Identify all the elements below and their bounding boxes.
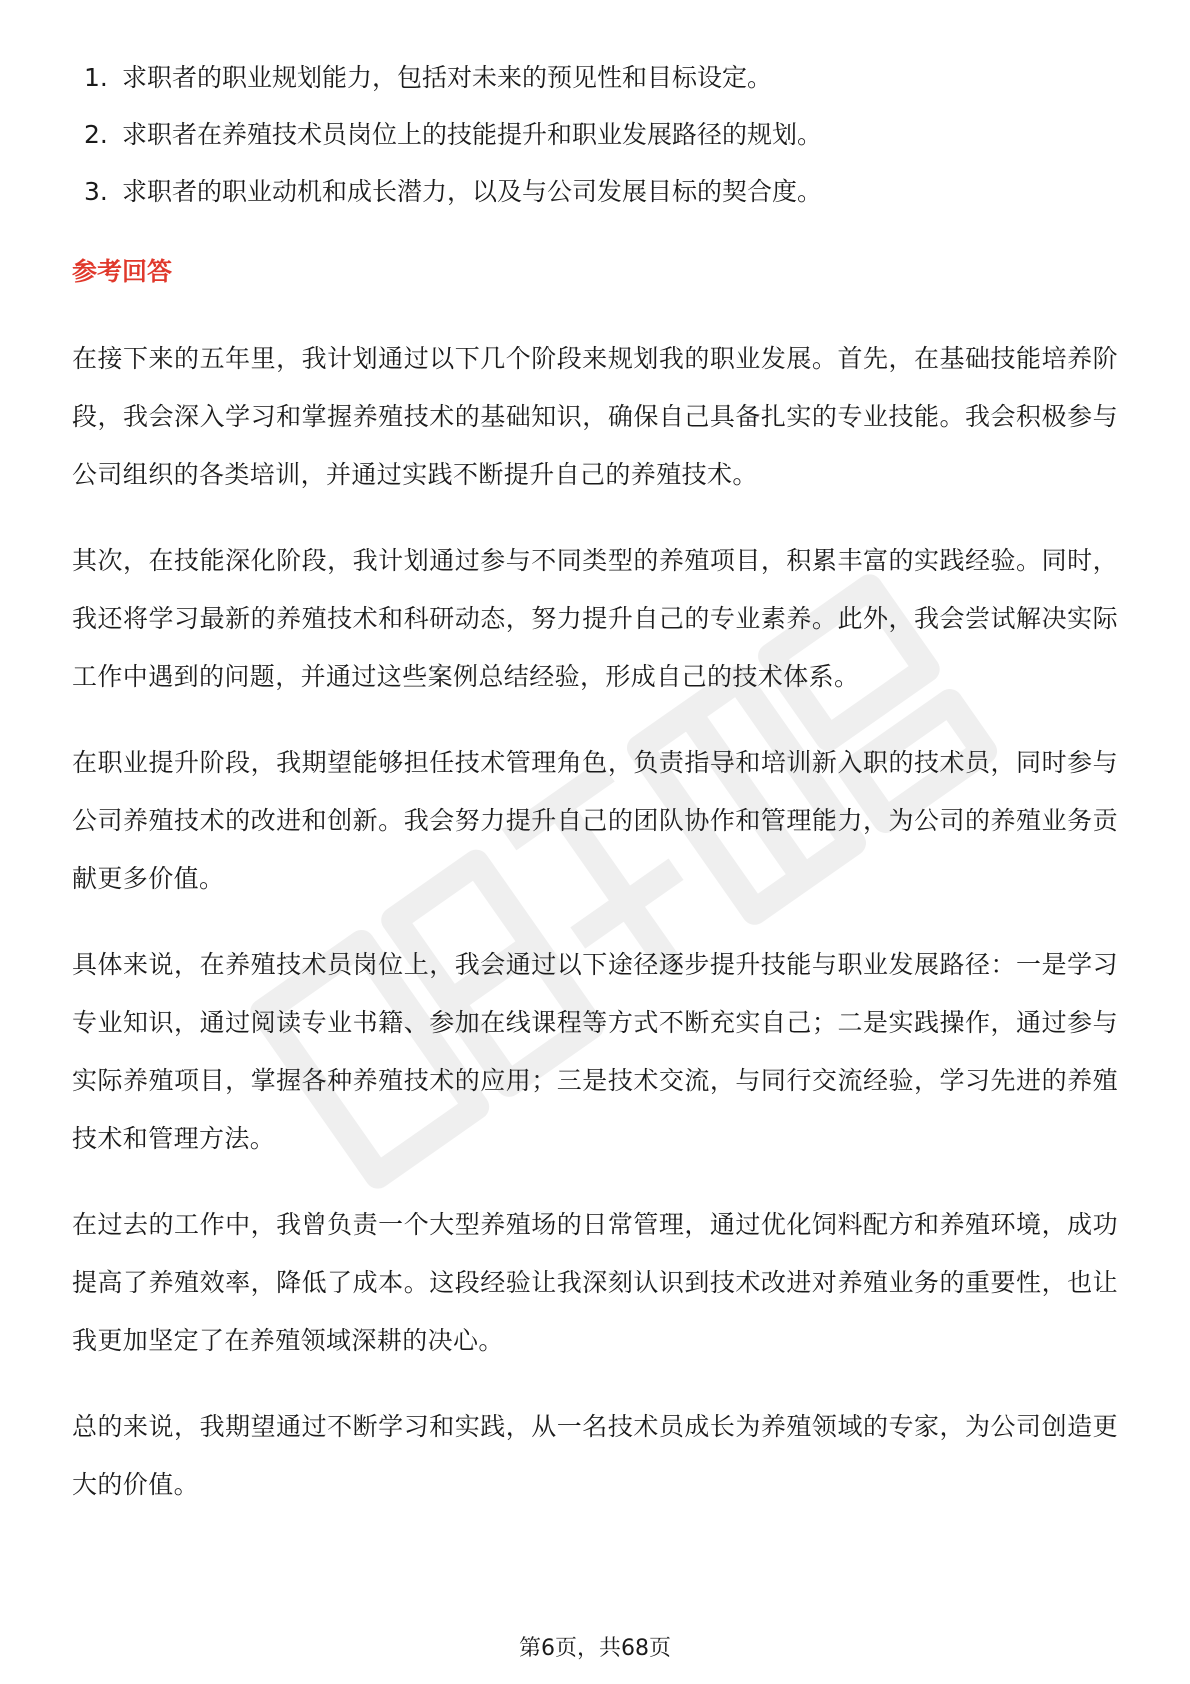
reference-answer — [72, 330, 1118, 1542]
answer-paragraph: 在过去的工作中，我曾负责一个大型养殖场的日常管理，通过优化饲料配方和养殖环境，成功提高了养殖效率，降低了成本。这段经验让我深刻认识到技术改进对养殖业务的重要性，也让我更加坚定了在养殖领域深耕的决心。 — [72, 1210, 1118, 1355]
answer-paragraph: 在接下来的五年里，我计划通过以下几个阶段来规划我的职业发展。首先，在基础技能培养阶段，我会深入学习和掌握养殖技术的基础知识，确保自己具备扎实的专业技能。我会积极参与公司组织的各类培训，并通过实践不断提升自己的养殖技术。 — [72, 344, 1118, 489]
evaluation-criteria-list — [84, 60, 1124, 231]
criteria-number: 3. — [84, 177, 108, 206]
criteria-text: 求职者的职业动机和成长潜力，以及与公司发展目标的契合度。 — [122, 177, 823, 206]
answer-paragraph: 其次，在技能深化阶段，我计划通过参与不同类型的养殖项目，积累丰富的实践经验。同时，我还将学习最新的养殖技术和科研动态，努力提升自己的专业素养。此外，我会尝试解决实际工作中遇到的问题，并通过这些案例总结经验，形成自己的技术体系。 — [72, 546, 1118, 691]
criteria-text: 求职者的职业规划能力，包括对未来的预见性和目标设定。 — [122, 63, 773, 92]
criteria-number: 1. — [84, 63, 108, 92]
criteria-item-3 — [84, 174, 1124, 231]
criteria-text: 求职者在养殖技术员岗位上的技能提升和职业发展路径的规划。 — [122, 120, 823, 149]
criteria-item-1 — [84, 60, 1124, 117]
answer-heading: 参考回答 — [72, 257, 173, 286]
answer-paragraph: 在职业提升阶段，我期望能够担任技术管理角色，负责指导和培训新入职的技术员，同时参与公司养殖技术的改进和创新。我会努力提升自己的团队协作和管理能力，为公司的养殖业务贡献更多价值。 — [72, 748, 1118, 893]
page-number: 第6页，共68页 — [519, 1636, 671, 1661]
answer-paragraph: 具体来说，在养殖技术员岗位上，我会通过以下途径逐步提升技能与职业发展路径：一是学习专业知识，通过阅读专业书籍、参加在线课程等方式不断充实自己；二是实践操作，通过参与实际养殖项目，掌握各种养殖技术的应用；三是技术交流，与同行交流经验，学习先进的养殖技术和管理方法。 — [72, 950, 1118, 1153]
answer-paragraph: 总的来说，我期望通过不断学习和实践，从一名技术员成长为养殖领域的专家，为公司创造更大的价值。 — [72, 1412, 1118, 1499]
criteria-item-2 — [84, 117, 1124, 174]
criteria-number: 2. — [84, 120, 108, 149]
